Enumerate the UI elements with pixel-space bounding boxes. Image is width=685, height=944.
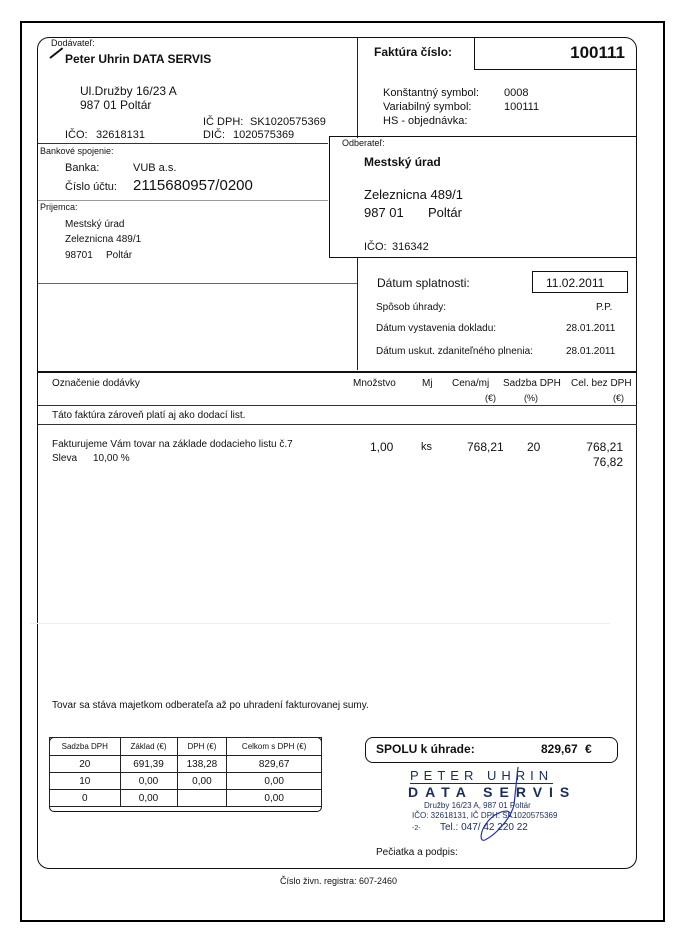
supplier-name: Peter Uhrin DATA SERVIS: [65, 52, 212, 66]
table-row: [50, 773, 322, 790]
recipient-name: Mestský úrad: [65, 219, 125, 230]
supplier-ico-label: IČO:: [65, 129, 88, 141]
vat-rate: 20: [50, 756, 121, 773]
vat-col-tax: DPH (€): [177, 738, 227, 756]
col-vat-header: Sadzba DPH: [503, 378, 561, 389]
account-label: Číslo účtu:: [65, 181, 117, 193]
recipient-city: Poltár: [106, 250, 133, 261]
vat-base: 0,00: [120, 790, 177, 807]
bank-name: VUB a.s.: [133, 162, 177, 174]
item-price: 768,21: [467, 440, 504, 454]
stamp-line1: PETER UHRIN: [410, 768, 554, 783]
note-divider: [38, 424, 637, 425]
issued-date: 28.01.2011: [566, 323, 616, 334]
taxable-date-label: Dátum uskut. zdaniteľného plnenia:: [376, 346, 533, 357]
var-symbol: 100111: [504, 101, 540, 113]
supplier-ic-dph: SK1020575369: [250, 116, 326, 128]
col-qty-header: Množstvo: [353, 378, 396, 389]
payment-method: P.P.: [596, 302, 613, 313]
item-unit: ks: [421, 441, 432, 453]
col-desc-header: Označenie dodávky: [52, 378, 140, 389]
customer-ico: 316342: [392, 241, 429, 253]
divider: [38, 143, 328, 144]
stamp-phone: Tel.: 047/ 42 220 22: [440, 822, 528, 833]
signature-label: Pečiatka a podpis:: [376, 847, 458, 858]
customer-name: Mestský úrad: [364, 155, 441, 169]
dates-divider: [357, 258, 358, 370]
bank-label: Bankové spojenie:: [40, 146, 114, 156]
vat-col-base: Základ (€): [120, 738, 177, 756]
recipient-label: Prijemca:: [40, 202, 78, 212]
vat-header-row: [50, 738, 322, 756]
table-row: [50, 790, 322, 807]
stamp-ids: IČO: 32618131, IČ DPH: SK1020575369: [412, 811, 558, 820]
vat-summary-table: [49, 737, 322, 807]
konst-symbol-label: Konštantný symbol:: [383, 87, 479, 99]
supplier-label: Dodávateľ:: [51, 38, 95, 48]
discount-percent: 10,00 %: [93, 453, 130, 464]
due-date-label: Dátum splatnosti:: [377, 276, 470, 290]
vat-rate: 10: [50, 773, 121, 790]
col-price-header: Cena/mj: [452, 378, 490, 389]
due-date: 11.02.2011: [546, 276, 605, 290]
total-amount: 829,67: [541, 742, 578, 756]
recipient-street: Zeleznicna 489/1: [65, 234, 142, 245]
supplier-ico: 32618131: [96, 129, 145, 141]
taxable-date: 28.01.2011: [566, 346, 616, 357]
vat-base: 691,39: [120, 756, 177, 773]
payment-method-label: Spôsob úhrady:: [376, 302, 447, 313]
vat-col-total: Celkom s DPH (€): [227, 738, 322, 756]
ownership-note: Tovar sa stáva majetkom odberateľa až po uhradení fakturovanej sumy.: [52, 700, 369, 711]
bank-name-label: Banka:: [65, 162, 100, 174]
vat-col-rate: Sadzba DPH: [50, 738, 121, 756]
col-total-header: Cel. bez DPH: [571, 378, 632, 389]
stamp-line2: DATA SERVIS: [408, 784, 577, 800]
konst-symbol: 0008: [504, 87, 529, 99]
table-row: [50, 756, 322, 773]
customer-city: Poltár: [428, 205, 462, 220]
stamp-prefix: -2-: [412, 825, 421, 832]
items-top-border: [38, 371, 637, 373]
supplier-street: Ul.Družby 16/23 A: [80, 84, 177, 98]
hs-order-label: HS - objednávka:: [383, 115, 468, 127]
item-vat: 20: [527, 440, 541, 454]
invoice-number: 100111: [570, 43, 625, 62]
total-currency: €: [585, 742, 592, 756]
vat-total: 0,00: [227, 773, 322, 790]
scan-artifact: [30, 623, 610, 624]
supplier-dic: 1020575369: [233, 129, 295, 141]
customer-ico-label: IČO:: [364, 241, 387, 253]
supplier-dic-label: DIČ:: [203, 129, 225, 141]
vat-total: 829,67: [227, 756, 322, 773]
supplier-ic-dph-label: IČ DPH:: [203, 116, 244, 128]
customer-label: Odberateľ:: [342, 138, 385, 148]
invoice-title-label: Faktúra číslo:: [374, 45, 453, 59]
supplier-city: 987 01 Poltár: [80, 98, 152, 112]
total-label: SPOLU k úhrade:: [376, 742, 475, 756]
vat-total: 0,00: [227, 790, 322, 807]
vat-rate: 0: [50, 790, 121, 807]
col-vat-unit: (%): [524, 393, 538, 403]
divider: [38, 200, 328, 201]
issued-date-label: Dátum vystavenia dokladu:: [376, 323, 497, 334]
vat-tax: [177, 790, 227, 807]
recipient-zip: 98701: [65, 250, 93, 261]
vat-base: 0,00: [120, 773, 177, 790]
customer-zip: 987 01: [364, 205, 404, 220]
col-unit-header: Mj: [422, 378, 433, 389]
signature-icon: [470, 765, 530, 845]
item-desc: Fakturujeme Vám tovar na základe dodacieho listu č.7: [52, 439, 293, 450]
var-symbol-label: Variabilný symbol:: [383, 101, 472, 113]
col-total-unit: (€): [613, 393, 624, 403]
trade-register: Číslo živn. registra: 607-2460: [280, 876, 398, 886]
discount-label: Sleva: [52, 453, 78, 464]
vat-tax: 138,28: [177, 756, 227, 773]
header-divider: [357, 38, 358, 138]
header-divider: [38, 405, 637, 406]
stamp-address: Družby 16/23 A, 987 01 Poltár: [424, 801, 531, 810]
account-number: 2115680957/0200: [133, 177, 253, 194]
item-total: 768,21: [586, 440, 623, 454]
vat-tax: 0,00: [177, 773, 227, 790]
divider: [38, 283, 358, 284]
discount-amount: 76,82: [592, 455, 623, 469]
item-qty: 1,00: [370, 440, 394, 454]
customer-street: Zeleznicna 489/1: [364, 187, 464, 202]
col-price-unit: (€): [485, 393, 496, 403]
delivery-note: Táto faktúra zároveň platí aj ako dodací list.: [52, 410, 246, 421]
